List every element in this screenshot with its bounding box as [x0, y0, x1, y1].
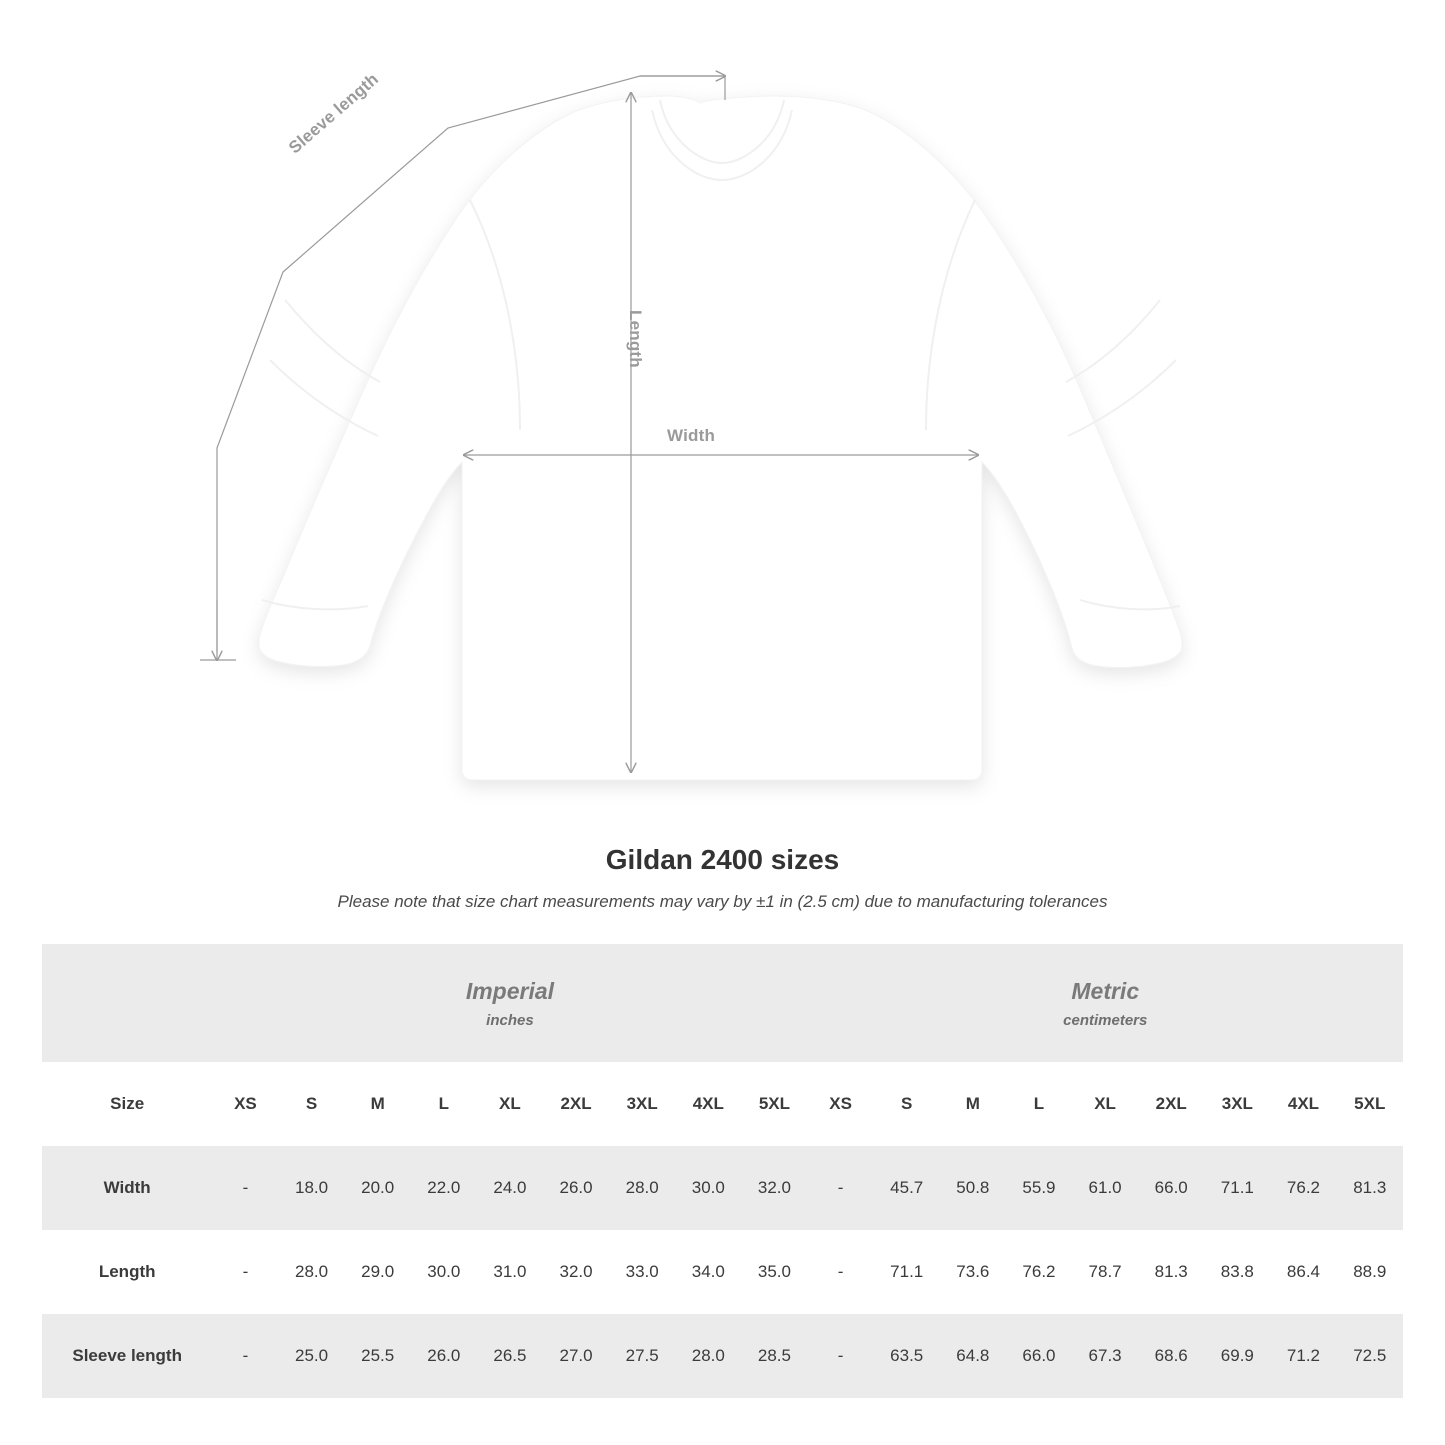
- cell-sleeve-imperial-7: 28.0: [675, 1314, 741, 1398]
- cell-length-metric-2: 73.6: [940, 1230, 1006, 1314]
- size-header-imperial-6: 3XL: [609, 1062, 675, 1146]
- sleeve-length-dimension-label: Sleeve length: [285, 69, 383, 158]
- cell-width-imperial-5: 26.0: [543, 1146, 609, 1230]
- cell-length-metric-7: 86.4: [1270, 1230, 1336, 1314]
- cell-width-metric-1: 45.7: [874, 1146, 940, 1230]
- cell-width-metric-5: 66.0: [1138, 1146, 1204, 1230]
- size-header-metric-8: 5XL: [1337, 1062, 1403, 1146]
- width-dimension-label: Width: [667, 426, 716, 445]
- page-title: Gildan 2400 sizes: [605, 844, 840, 875]
- cell-width-metric-4: 61.0: [1072, 1146, 1138, 1230]
- cell-length-imperial-1: 28.0: [278, 1230, 344, 1314]
- cell-sleeve-imperial-8: 28.5: [741, 1314, 807, 1398]
- cell-length-imperial-4: 31.0: [477, 1230, 543, 1314]
- size-header-row: [42, 1062, 1403, 1146]
- cell-width-metric-2: 50.8: [940, 1146, 1006, 1230]
- cell-width-imperial-1: 18.0: [278, 1146, 344, 1230]
- size-chart-table-wrapper: [42, 944, 1403, 1398]
- size-label-cell: Size: [42, 1062, 212, 1146]
- cell-length-imperial-3: 30.0: [411, 1230, 477, 1314]
- cell-width-metric-6: 71.1: [1204, 1146, 1270, 1230]
- cell-length-imperial-5: 32.0: [543, 1230, 609, 1314]
- cell-length-metric-6: 83.8: [1204, 1230, 1270, 1314]
- size-header-imperial-8: 5XL: [741, 1062, 807, 1146]
- size-header-metric-4: XL: [1072, 1062, 1138, 1146]
- shirt-shape: [259, 96, 1182, 780]
- metric-unit-name: Metric: [1071, 978, 1140, 1005]
- size-header-metric-6: 3XL: [1204, 1062, 1270, 1146]
- metric-unit-sub: centimeters: [1063, 1011, 1148, 1029]
- cell-width-metric-3: 55.9: [1006, 1146, 1072, 1230]
- cell-sleeve-imperial-3: 26.0: [411, 1314, 477, 1398]
- size-header-metric-3: L: [1006, 1062, 1072, 1146]
- size-header-metric-0: XS: [808, 1062, 874, 1146]
- size-header-metric-7: 4XL: [1270, 1062, 1336, 1146]
- cell-sleeve-imperial-4: 26.5: [477, 1314, 543, 1398]
- cell-sleeve-imperial-6: 27.5: [609, 1314, 675, 1398]
- cell-width-imperial-8: 32.0: [741, 1146, 807, 1230]
- cell-width-imperial-2: 20.0: [345, 1146, 411, 1230]
- imperial-unit-name: Imperial: [465, 978, 555, 1005]
- row-label-sleeve-length: Sleeve length: [42, 1314, 212, 1398]
- cell-sleeve-metric-0: -: [808, 1314, 874, 1398]
- size-header-imperial-5: 2XL: [543, 1062, 609, 1146]
- size-header-metric-2: M: [940, 1062, 1006, 1146]
- size-header-imperial-1: S: [278, 1062, 344, 1146]
- cell-sleeve-imperial-0: -: [212, 1314, 278, 1398]
- size-header-metric-1: S: [874, 1062, 940, 1146]
- cell-width-imperial-6: 28.0: [609, 1146, 675, 1230]
- size-chart-table: [42, 944, 1403, 1398]
- cell-width-imperial-4: 24.0: [477, 1146, 543, 1230]
- size-header-imperial-3: L: [411, 1062, 477, 1146]
- row-label-length: Length: [42, 1230, 212, 1314]
- cell-length-metric-3: 76.2: [1006, 1230, 1072, 1314]
- cell-width-metric-0: -: [808, 1146, 874, 1230]
- imperial-unit-sub: inches: [486, 1011, 534, 1029]
- cell-sleeve-metric-3: 66.0: [1006, 1314, 1072, 1398]
- row-label-width: Width: [42, 1146, 212, 1230]
- size-header-imperial-0: XS: [212, 1062, 278, 1146]
- unit-header-row: [42, 944, 1403, 1062]
- size-header-imperial-4: XL: [477, 1062, 543, 1146]
- cell-sleeve-metric-4: 67.3: [1072, 1314, 1138, 1398]
- size-header-imperial-7: 4XL: [675, 1062, 741, 1146]
- length-dimension-label: Length: [626, 310, 645, 368]
- cell-length-metric-0: -: [808, 1230, 874, 1314]
- title-block: [0, 844, 1445, 912]
- cell-length-metric-4: 78.7: [1072, 1230, 1138, 1314]
- cell-length-imperial-8: 35.0: [741, 1230, 807, 1314]
- cell-length-imperial-2: 29.0: [345, 1230, 411, 1314]
- unit-header-blank: [42, 944, 212, 1062]
- imperial-unit-header: [212, 944, 807, 1062]
- cell-sleeve-metric-1: 63.5: [874, 1314, 940, 1398]
- cell-length-metric-1: 71.1: [874, 1230, 940, 1314]
- cell-width-metric-8: 81.3: [1337, 1146, 1403, 1230]
- cell-length-imperial-0: -: [212, 1230, 278, 1314]
- table-row-length: [42, 1230, 1403, 1314]
- cell-width-imperial-7: 30.0: [675, 1146, 741, 1230]
- cell-sleeve-metric-5: 68.6: [1138, 1314, 1204, 1398]
- cell-sleeve-metric-6: 69.9: [1204, 1314, 1270, 1398]
- table-row-width: [42, 1146, 1403, 1230]
- cell-length-metric-5: 81.3: [1138, 1230, 1204, 1314]
- cell-width-imperial-0: -: [212, 1146, 278, 1230]
- cell-sleeve-metric-8: 72.5: [1337, 1314, 1403, 1398]
- cell-sleeve-metric-7: 71.2: [1270, 1314, 1336, 1398]
- cell-length-imperial-6: 33.0: [609, 1230, 675, 1314]
- cell-sleeve-imperial-2: 25.5: [345, 1314, 411, 1398]
- cell-length-metric-8: 88.9: [1337, 1230, 1403, 1314]
- size-header-metric-5: 2XL: [1138, 1062, 1204, 1146]
- size-header-imperial-2: M: [345, 1062, 411, 1146]
- cell-sleeve-metric-2: 64.8: [940, 1314, 1006, 1398]
- cell-sleeve-imperial-1: 25.0: [278, 1314, 344, 1398]
- cell-length-imperial-7: 34.0: [675, 1230, 741, 1314]
- tolerance-note: Please note that size chart measurements may vary by ±1 in (2.5 cm) due to manufacturing tolerances: [337, 892, 1108, 911]
- table-row-sleeve-length: [42, 1314, 1403, 1398]
- cell-width-imperial-3: 22.0: [411, 1146, 477, 1230]
- metric-unit-header: [808, 944, 1403, 1062]
- cell-sleeve-imperial-5: 27.0: [543, 1314, 609, 1398]
- cell-width-metric-7: 76.2: [1270, 1146, 1336, 1230]
